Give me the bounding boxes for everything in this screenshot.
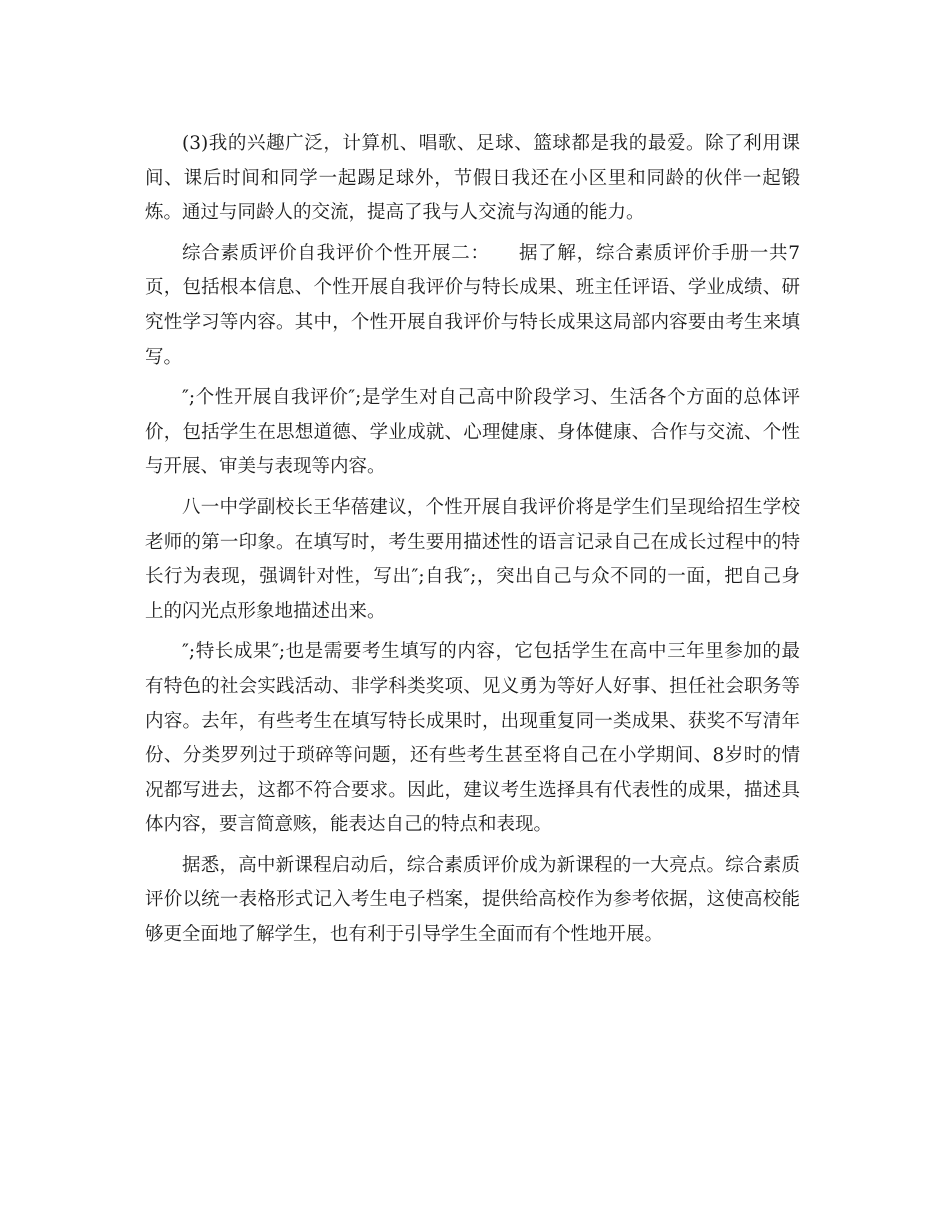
paragraph-hobbies: (3)我的兴趣广泛，计算机、唱歌、足球、篮球都是我的最爱。除了利用课间、课后时间和同学一起踢足球外，节假日我还在小区里和同龄的伙伴一起锻炼。通过与同龄人的交流，提高了我与人交流与沟通的能力。 [145, 133, 800, 224]
document-body [145, 127, 800, 959]
paragraph-self-evaluation-definition: ″;个性开展自我评价″;是学生对自己高中阶段学习、生活各个方面的总体评价，包括学生在思想道德、学业成就、心理健康、身体健康、合作与交流、个性与开展、审美与表现等内容。 [145, 387, 800, 478]
paragraph-new-curriculum: 据悉，高中新课程启动后，综合素质评价成为新课程的一大亮点。综合素质评价以统一表格形式记入考生电子档案，提供给高校作为参考依据，这使高校能够更全面地了解学生，也有利于引导学生全面而有个性地开展。 [145, 854, 800, 946]
paragraph-special-achievements: ″;特长成果″;也是需要考生填写的内容，它包括学生在高中三年里参加的最有特色的社会实践活动、非学科类奖项、见义勇为等好人好事、担任社会职务等内容。去年，有些考生在填写特长成果时，出现重复同一类成果、获奖不写清年份、分类罗列过于琐碎等问题，还有些考生甚至将自己在小学期间、8岁时的情况都写进去，这都不符合要求。因此，建议考生选择具有代表性的成果，描述具体内容，要言简意赅，能表达自己的特点和表现。 [145, 641, 800, 836]
paragraph-evaluation-manual: 综合素质评价自我评价个性开展二： 据了解，综合素质评价手册一共7页，包括根本信息、个性开展自我评价与特长成果、班主任评语、学业成绩、研究性学习等内容。其中，个性开展自我评价与特长成果这局部内容要由考生来填写。 [145, 242, 800, 368]
paragraph-principal-advice: 八一中学副校长王华蓓建议，个性开展自我评价将是学生们呈现给招生学校老师的第一印象。在填写时，考生要用描述性的语言记录自己在成长过程中的特长行为表现，强调针对性，写出″;自我″;，突出自己与众不同的一面，把自己身上的闪光点形象地描述出来。 [145, 496, 800, 622]
